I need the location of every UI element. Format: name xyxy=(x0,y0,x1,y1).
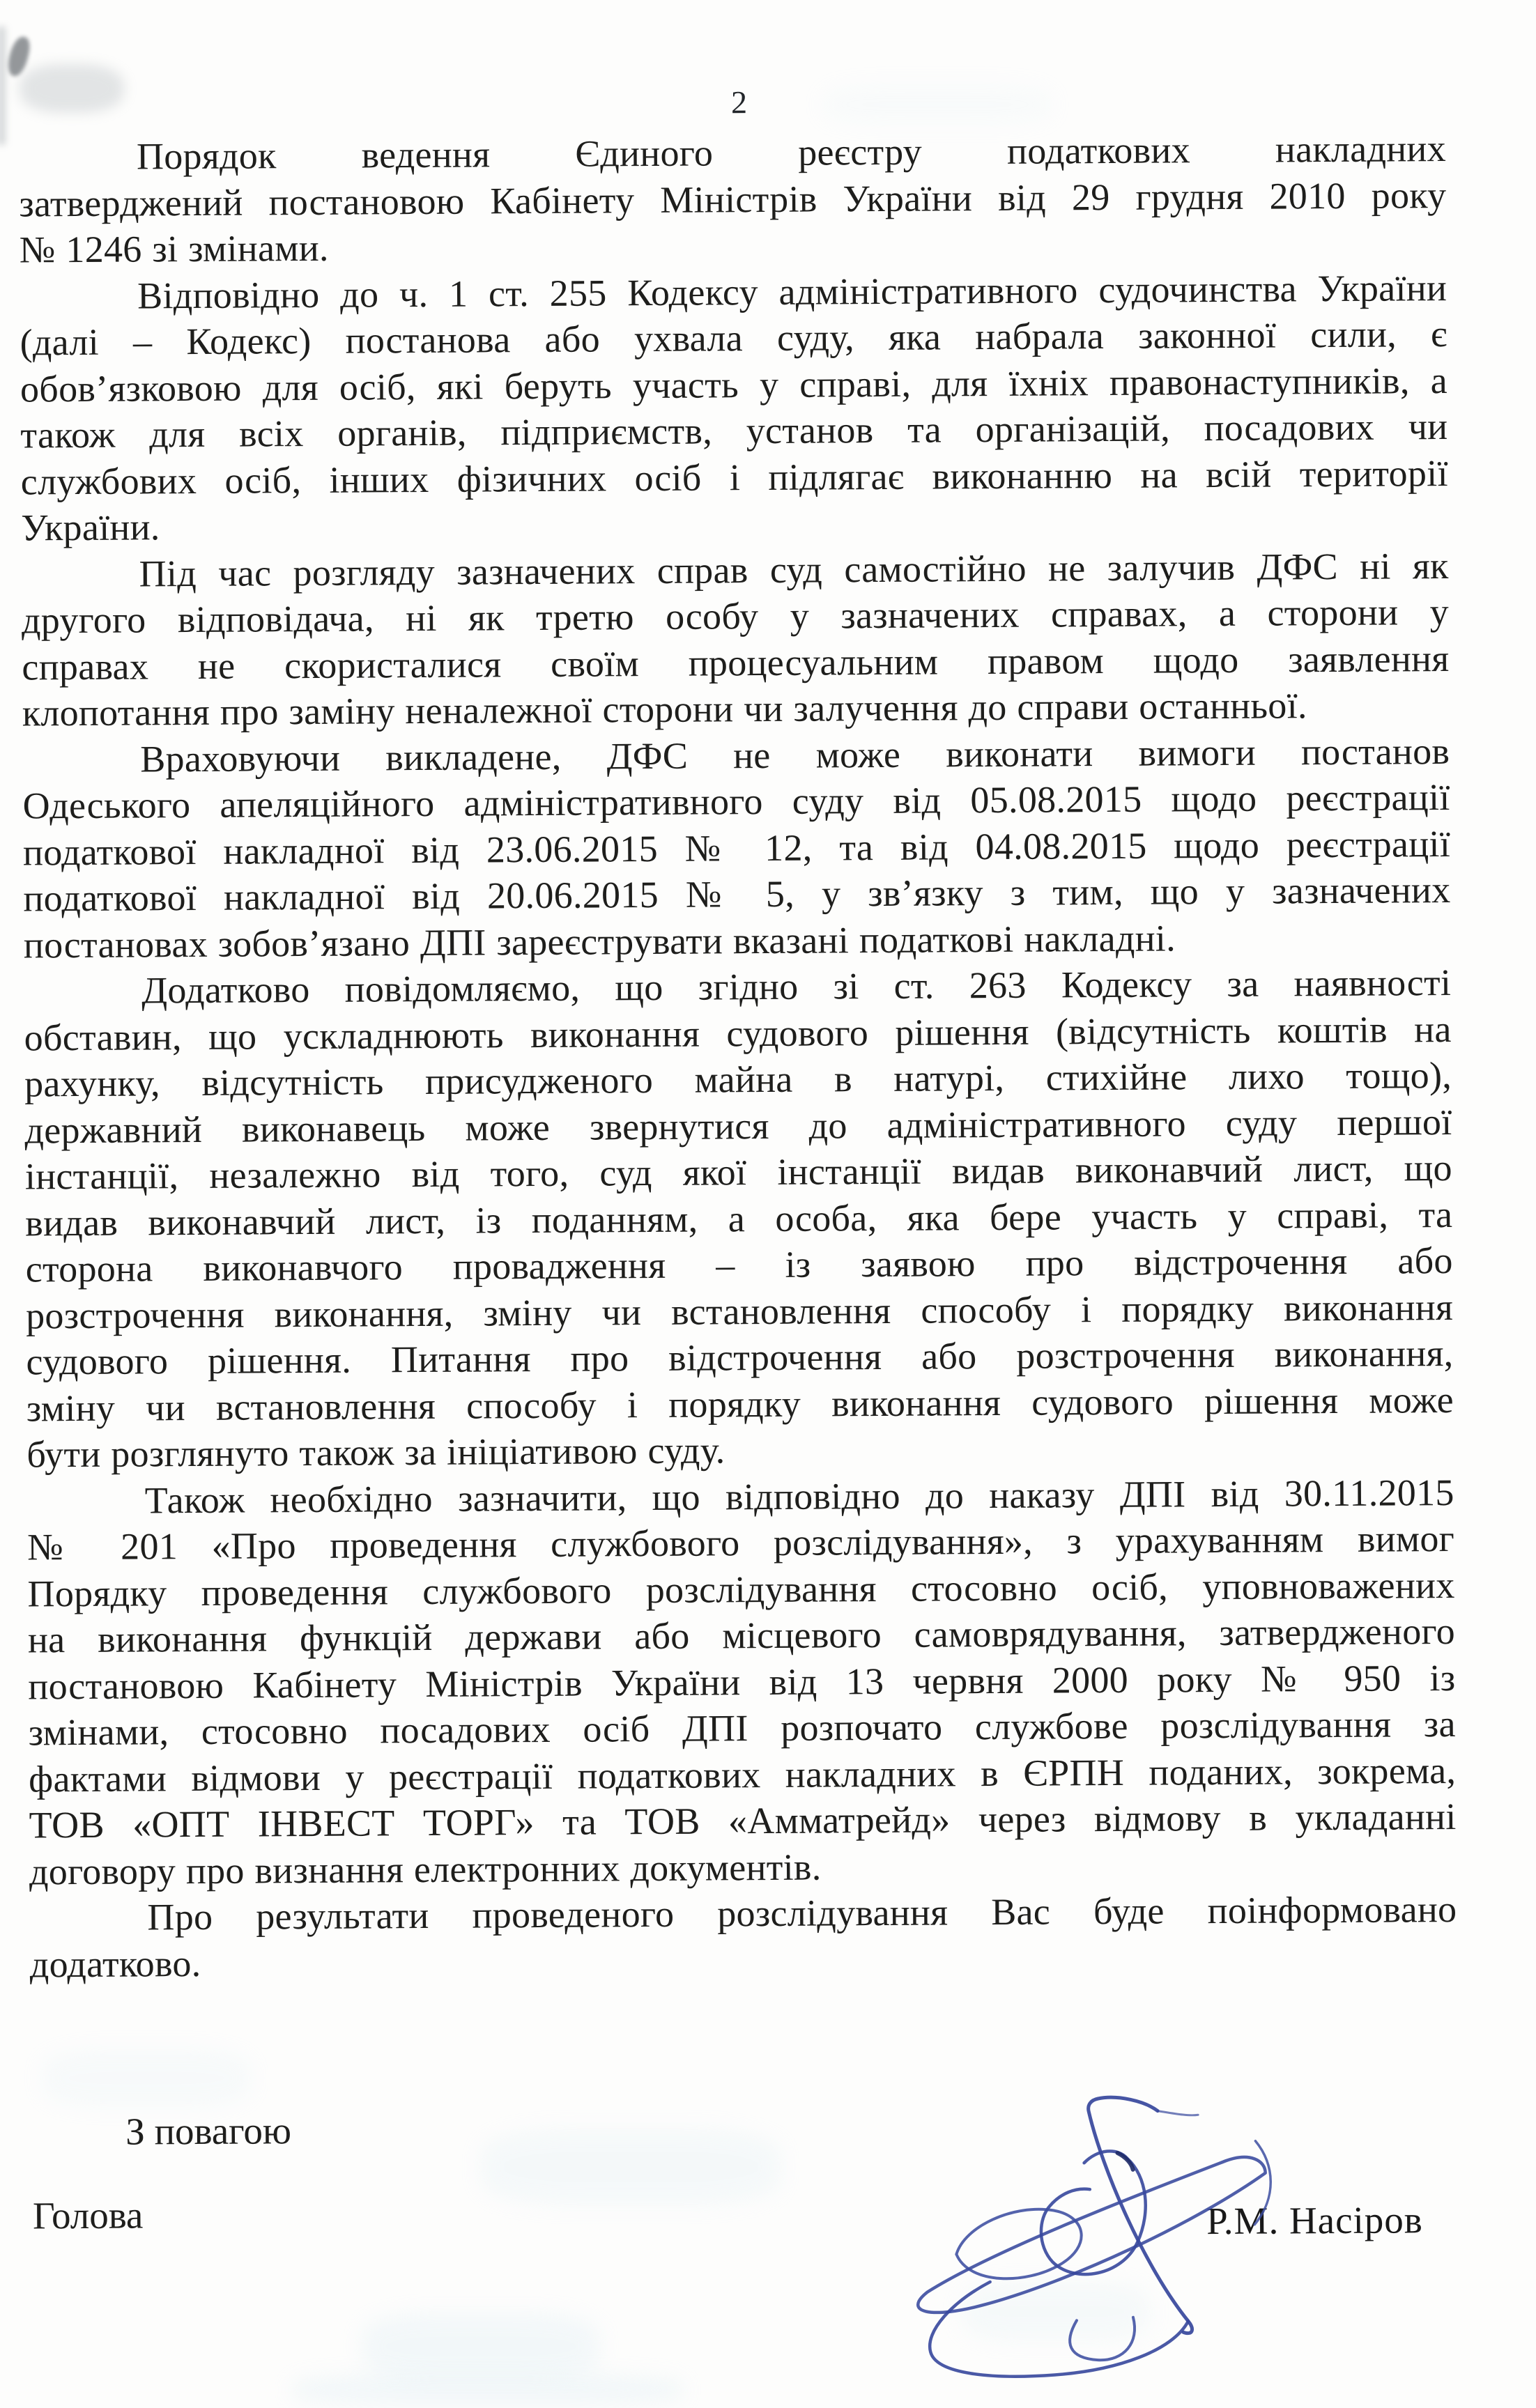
text-line: постановах зобов’язано ДПІ зареєструвати вказані податкові накладні. xyxy=(23,916,1176,966)
text-line: державний виконавець може звернутися до адміністративного суду першої xyxy=(24,1100,1452,1152)
text-line: службових осіб, інших фізичних осіб і підлягає виконанню на всій території xyxy=(20,452,1448,503)
text-line: № 201 «Про проведення службового розслідування», з урахуванням вимог xyxy=(26,1517,1455,1568)
signer-name: Р.М. Насіров xyxy=(1206,2198,1423,2243)
text-line: видав виконавчий лист, із поданням, а особа, яка бере участь у справі, та xyxy=(25,1193,1453,1244)
text-line: другого відповідача, ні як третю особу у зазначених справах, а сторони у xyxy=(21,591,1450,642)
text-line: судового рішення. Питання про відстрочення або розстрочення виконання, xyxy=(26,1332,1454,1383)
text-line: інстанції, незалежно від того, суд якої інстанції видав виконавчий лист, що xyxy=(24,1146,1453,1198)
text-line: Порядку проведення службового розслідування стосовно осіб, уповноважених xyxy=(27,1564,1455,1614)
text-line: податкової накладної від 20.06.2015 № 5, у зв’язку з тим, що у зазначених xyxy=(23,868,1451,920)
text-line: ТОВ «ОПТ ІНВЕСТ ТОРГ» та ТОВ «Амматрейд» через відмову в укладанні xyxy=(29,1795,1457,1846)
text-line: Одеського апеляційного адміністративного суду від 05.08.2015 щодо реєстрації xyxy=(22,776,1450,827)
text-line: Додатково повідомляємо, що згідно зі ст. 263 Кодексу за наявності xyxy=(141,961,1452,1012)
text-line: клопотання про заміну неналежної сторони чи залучення до справи останньої. xyxy=(22,684,1307,734)
text-line: затверджений постановою Кабінету Міністрів України від 29 грудня 2010 року xyxy=(19,173,1447,225)
paragraph xyxy=(20,265,1448,552)
closing-salutation: З повагою xyxy=(125,2109,292,2153)
text-line: на виконання функцій держави або місцевого самоврядування, затвердженого xyxy=(27,1610,1456,1661)
text-line: змінами, стосовно посадових осіб ДПІ розпочато службове розслідування за xyxy=(28,1702,1456,1754)
text-line: обов’язковою для осіб, які беруть участь у справі, для їхніх правонаступників, а xyxy=(20,359,1448,410)
paragraph xyxy=(29,1886,1457,1988)
text-line: податкової накладної від 23.06.2015 № 12, та від 04.08.2015 щодо реєстрації xyxy=(22,822,1451,874)
text-line: також для всіх органів, підприємств, установ та організацій, посадових чи xyxy=(20,406,1448,456)
text-line: рахунку, відсутність присудженого майна в натурі, стихійне лихо тощо), xyxy=(24,1054,1452,1105)
paragraphs xyxy=(19,125,1457,1987)
text-line: № 1246 зі змінами. xyxy=(19,226,329,271)
paragraph xyxy=(21,543,1450,737)
paragraph xyxy=(27,1469,1457,1894)
text-line: сторона виконавчого провадження – із заявою про відстрочення або xyxy=(25,1239,1453,1290)
text-line: обставин, що ускладнюють виконання судового рішення (відсутність коштів на xyxy=(24,1008,1452,1059)
text-line: бути розглянуто також за ініціативою суду. xyxy=(26,1429,725,1476)
text-line: Порядок ведення Єдиного реєстру податкових накладних xyxy=(136,128,1447,178)
text-line: Також необхідно зазначити, що відповідно до наказу ДПІ від 30.11.2015 xyxy=(144,1471,1454,1521)
text-line: договору про визнання електронних документів. xyxy=(29,1846,822,1892)
text-line: Під час розгляду зазначених справ суд самостійно не залучив ДФС ні як xyxy=(139,544,1449,594)
signer-title: Голова xyxy=(32,2193,144,2237)
page-number: 2 xyxy=(730,84,748,121)
paragraph xyxy=(19,125,1447,273)
text-line: справах не скористалися своїм процесуальним правом щодо заявлення xyxy=(22,637,1450,688)
paragraph xyxy=(24,959,1454,1478)
text-line: Враховуючи викладене, ДФС не може виконати вимоги постанов xyxy=(140,730,1450,780)
text-line: Відповідно до ч. 1 ст. 255 Кодексу адміністративного судочинства України xyxy=(137,266,1447,316)
text-line: розстрочення виконання, зміну чи встановлення способу і порядку виконання xyxy=(25,1286,1454,1336)
paragraph xyxy=(22,728,1451,968)
text-line: України. xyxy=(21,506,160,549)
signature-scribble xyxy=(866,2069,1300,2386)
text-line: зміну чи встановлення способу і порядку виконання судового рішення може xyxy=(26,1378,1454,1429)
text-line: фактами відмови у реєстрації податкових накладних в ЄРПН поданих, зокрема, xyxy=(29,1749,1457,1800)
text-line: додатково. xyxy=(29,1942,201,1985)
text-line: (далі – Кодекс) постанова або ухвала суду, яка набрала законної сили, є xyxy=(20,313,1447,364)
text-line: постановою Кабінету Міністрів України від 13 червня 2000 року № 950 із xyxy=(28,1656,1456,1707)
text-line: Про результати проведеного розслідування Вас буде поінформовано xyxy=(147,1888,1457,1938)
